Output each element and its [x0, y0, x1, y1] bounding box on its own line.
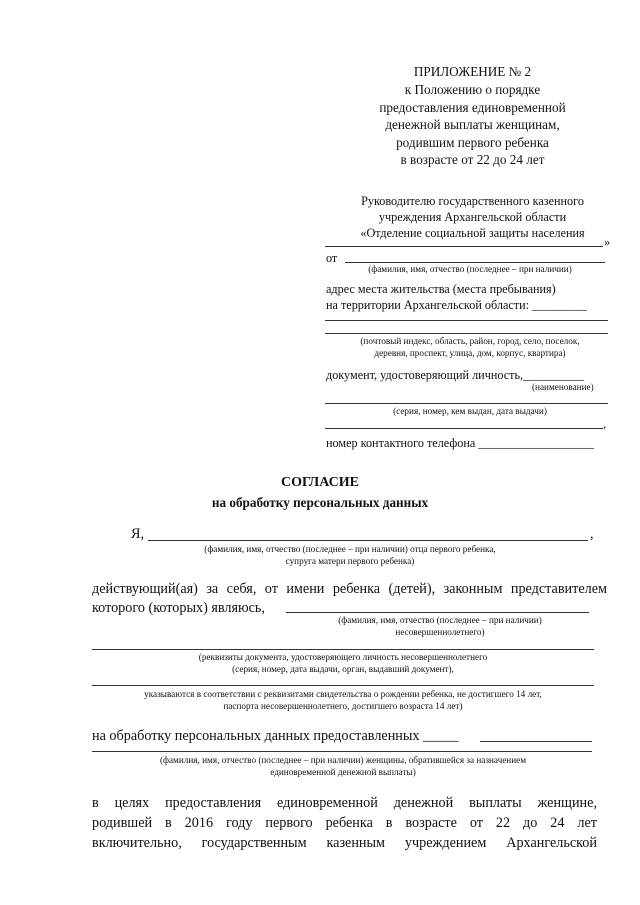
addressee-close-quote: » [604, 235, 611, 249]
consent-body-line: родившей в 2016 году первого ребенка в возрасте от 22 до 24 лет [92, 815, 597, 831]
minor-caption-2: несовершеннолетнего) [395, 627, 485, 637]
woman-name-field-2[interactable] [92, 751, 592, 752]
minor-caption-1: (фамилия, имя, отчество (последнее – при наличии) [338, 615, 542, 625]
appendix-title: ПРИЛОЖЕНИЕ № 2 [413, 64, 532, 79]
series-end-comma: , [603, 417, 607, 431]
from-label: от [326, 251, 338, 265]
address-caption-1: (почтовый индекс, область, район, город, село, поселок, [360, 336, 580, 346]
i-caption-1: (фамилия, имя, отчество (последнее – при наличии) отца первого ребенка, [204, 544, 496, 554]
phone-label: номер контактного телефона ___________________ [326, 436, 595, 450]
appendix-line: предоставления единовременной [379, 99, 566, 115]
consent-title: СОГЛАСИЕ [281, 475, 359, 490]
addressee-line: учреждения Архангельской области [378, 210, 567, 224]
addressee-block [325, 193, 620, 241]
id-document-field-1[interactable] [325, 403, 608, 404]
addressee-blank-line[interactable] [325, 246, 603, 247]
id-document-caption: (наименование) [532, 382, 594, 392]
appendix-line: к Положению о порядке [404, 82, 541, 97]
minor-document-field-1[interactable] [92, 649, 594, 650]
woman-name-field-1[interactable] [480, 741, 592, 742]
appendix-line: в возрасте от 22 до 24 лет [400, 152, 545, 167]
applicant-name-field[interactable] [148, 540, 588, 541]
address-field-2[interactable] [325, 333, 608, 334]
id-document-field-2[interactable] [325, 428, 603, 429]
minor-document-field-2[interactable] [92, 685, 594, 686]
series-caption: (серия, номер, кем выдан, дата выдачи) [393, 406, 547, 416]
woman-caption-2: единовременной денежной выплаты) [270, 767, 416, 777]
woman-caption-1: (фамилия, имя, отчество (последнее – при наличии) женщины, обратившейся за назначением [159, 755, 527, 765]
minor-name-field[interactable] [286, 612, 589, 613]
from-caption: (фамилия, имя, отчество (последнее – при наличии) [368, 264, 572, 274]
consent-subtitle: на обработку персональных данных [211, 495, 429, 510]
i-end-comma: , [590, 526, 594, 542]
consent-body-line: включительно, государственным казенным учреждением Архангельской [92, 835, 597, 851]
addressee-line: «Отделение социальной защиты населения [360, 226, 585, 240]
consent-body-line: в целях предоставления единовременной денежной выплаты женщине, [92, 795, 597, 811]
acting-line-2: которого (которых) являюсь, [92, 600, 265, 616]
processing-label: на обработку персональных данных предоставленных _____ [92, 728, 459, 744]
appendix-header [330, 63, 615, 169]
addressee-line: Руководителю государственного казенного [361, 194, 584, 208]
appendix-line: родившим первого ребенка [396, 134, 549, 150]
address-caption-2: деревня, проспект, улица, дом, корпус, квартира) [374, 348, 566, 358]
address-line-1: адрес места жительства (места пребывания) [326, 282, 556, 296]
doc-caption-2: (серия, номер, дата выдачи, орган, выдавший документ), [232, 664, 454, 674]
address-field-1[interactable] [325, 320, 608, 321]
i-caption-2: супруга матери первого ребенка) [285, 556, 415, 566]
doc-caption-3: указываются в соответствии с реквизитами свидетельства о рождении ребенка, не достигшего 14 лет, [144, 689, 542, 699]
i-label: Я, [131, 526, 145, 542]
doc-caption-1: (реквизиты документа, удостоверяющего личность несовершеннолетнего [198, 652, 488, 662]
id-document-label: документ, удостоверяющий личность,__________ [326, 368, 585, 382]
address-line-2: на территории Архангельской области: _________ [326, 298, 587, 312]
acting-line-1: действующий(ая) за себя, от имени ребенка (детей), законным представителем [92, 581, 607, 597]
doc-caption-4: паспорта несовершеннолетнего, достигшего возраста 14 лет) [223, 701, 463, 711]
appendix-line: денежной выплаты женщинам, [385, 117, 560, 132]
